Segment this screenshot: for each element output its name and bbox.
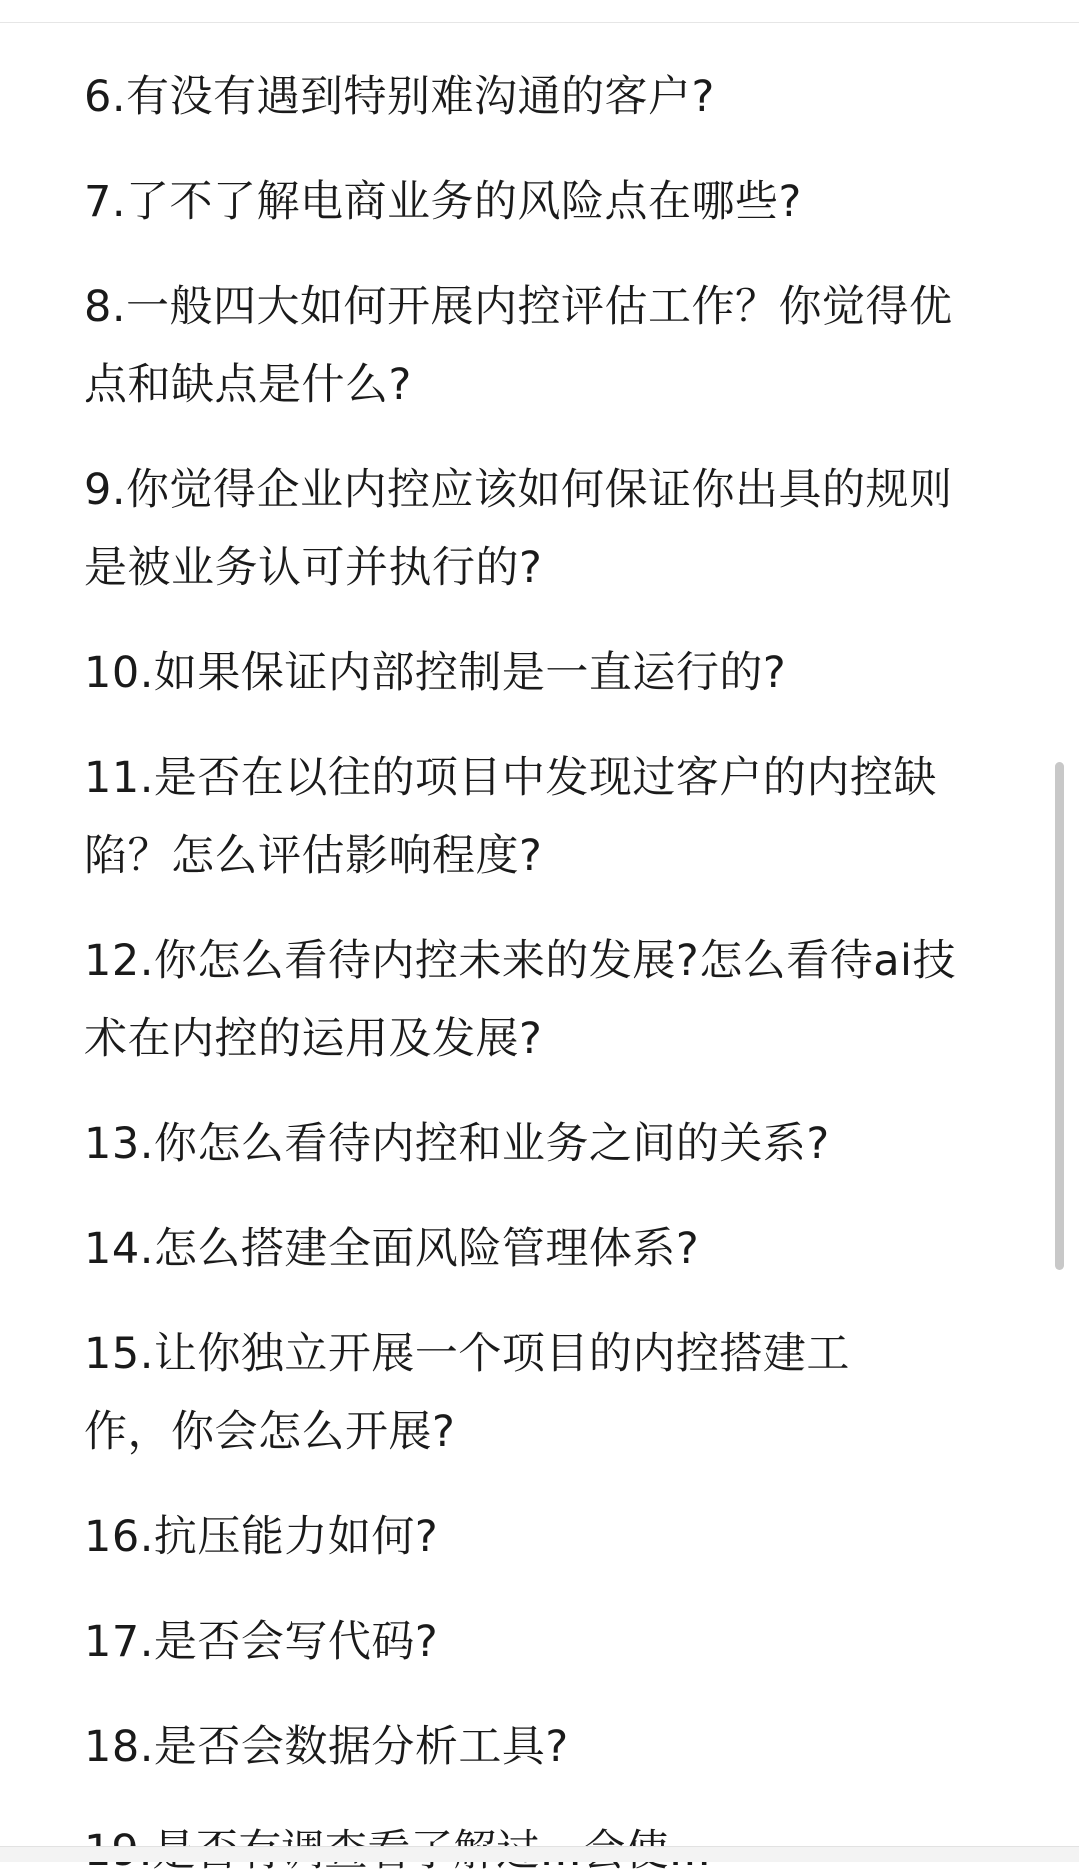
question-item: 18.是否会数据分析工具?	[84, 1722, 569, 1772]
question-item: 14.怎么搭建全面风险管理体系?	[84, 1224, 700, 1274]
question-item: 11.是否在以往的项目中发现过客户的内控缺陷？怎么评估影响程度?	[84, 753, 937, 881]
scrollbar-thumb[interactable]	[1055, 762, 1064, 1270]
question-item: 6.有没有遇到特别难沟通的客户?	[84, 72, 715, 122]
question-item: 12.你怎么看待内控未来的发展?怎么看待ai技术在内控的运用及发展?	[84, 936, 957, 1064]
question-item: 15.让你独立开展一个项目的内控搭建工作，你会怎么开展?	[84, 1329, 850, 1457]
question-item: 16.抗压能力如何?	[84, 1512, 439, 1562]
question-item: 10.如果保证内部控制是一直运行的?	[84, 648, 787, 698]
question-item: 7.了不了解电商业务的风险点在哪些?	[84, 177, 802, 227]
bottom-bar	[0, 1846, 1079, 1862]
question-item: 13.你怎么看待内控和业务之间的关系?	[84, 1119, 830, 1169]
question-item: 17.是否会写代码?	[84, 1617, 439, 1667]
question-item: 8.一般四大如何开展内控评估工作？你觉得优点和缺点是什么?	[84, 282, 953, 410]
question-item: 9.你觉得企业内控应该如何保证你出具的规则是被业务认可并执行的?	[84, 465, 953, 593]
partially-visible-question	[84, 1826, 984, 1846]
top-divider	[0, 22, 1079, 23]
question-list[interactable]	[84, 58, 1004, 1813]
